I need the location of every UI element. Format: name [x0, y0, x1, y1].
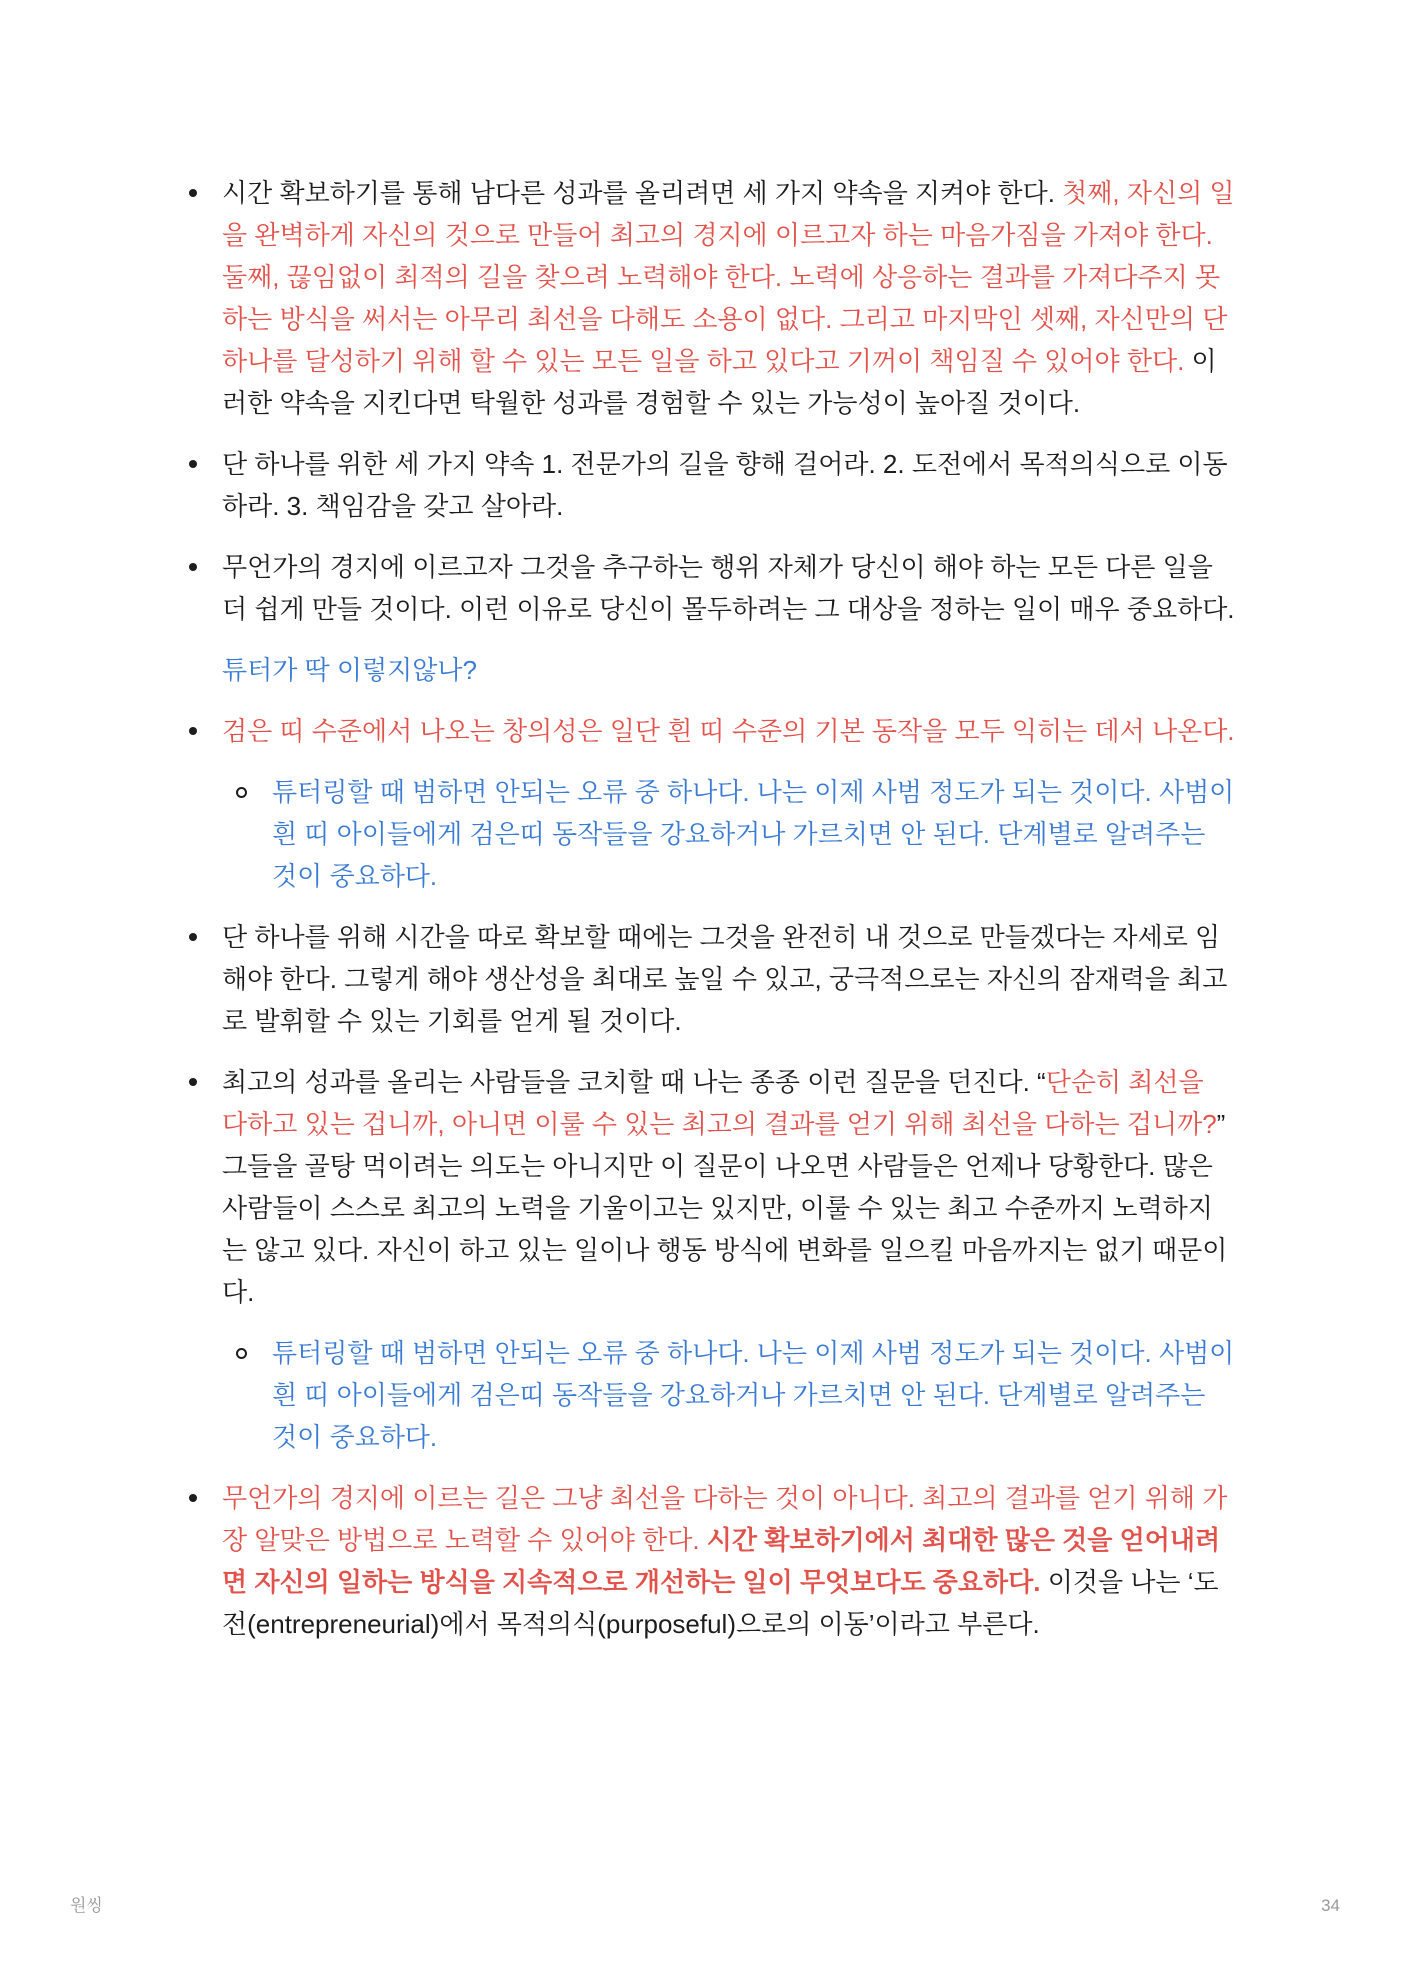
sub-bullet-tutoring-note [272, 771, 1235, 897]
highlight-red: 무언가의 경지에 이르는 길은 그냥 최선을 다하는 것이 아니다. 최고의 결과를 얻기 위해 가장 알맞은 방법으로 노력할 수 있어야 한다. [222, 1483, 1228, 1555]
note-comment [222, 649, 1235, 691]
text-segment: 단 하나를 위해 시간을 따로 확보할 때에는 그것을 완전히 내 것으로 만들겠다는 자세로 임해야 한다. 그렇게 해야 생산성을 최대로 높일 수 있고, 궁극적으로는 자신의 잠재력을 최고로 발휘할 수 있는 기회를 얻게 될 것이다. [222, 922, 1228, 1036]
text-segment: ” 그들을 골탕 먹이려는 의도는 아니지만 이 질문이 나오면 사람들은 언제나 당황한다. 많은 사람들이 스스로 최고의 노력을 기울이고는 있지만, 이룰 수 있는 최고 수준까지 노력하지는 않고 있다. 자신이 하고 있는 일이나 행동 방식에 변화를 일으킬 마음까지는 없기 때문이다. [222, 1109, 1228, 1307]
bullet-coaching-question [222, 1061, 1235, 1313]
highlight-red: 검은 띠 수준에서 나오는 창의성은 일단 흰 띠 수준의 기본 동작을 모두 익히는 데서 나온다. [222, 716, 1235, 746]
bullet-mastery [222, 546, 1235, 630]
text-segment: 무언가의 경지에 이르고자 그것을 추구하는 행위 자체가 당신이 해야 하는 모든 다른 일을 더 쉽게 만들 것이다. 이런 이유로 당신이 몰두하려는 그 대상을 정하는 일이 매우 중요하다. [222, 552, 1235, 624]
text-segment: 이것을 나는 ‘도전(entrepreneurial)에서 목적의식(purposeful)으로의 이동’이라고 부른다. [222, 1567, 1219, 1639]
note-text: 튜터가 딱 이렇지않나? [222, 655, 477, 685]
bullet-black-belt [222, 710, 1235, 752]
bullet-time-block [222, 916, 1235, 1042]
note-text: 튜터링할 때 범하면 안되는 오류 중 하나다. 나는 이제 사범 정도가 되는 것이다. 사범이 흰 띠 아이들에게 검은띠 동작들을 강요하거나 가르치면 안 된다. 단계별로 알려주는 것이 중요하다. [272, 777, 1235, 891]
bullet-three-promises [222, 172, 1235, 424]
bullet-promise-list [222, 443, 1235, 527]
note-text: 튜터링할 때 범하면 안되는 오류 중 하나다. 나는 이제 사범 정도가 되는 것이다. 사범이 흰 띠 아이들에게 검은띠 동작들을 강요하거나 가르치면 안 된다. 단계별로 알려주는 것이 중요하다. [272, 1338, 1235, 1452]
highlight-red: 단순히 최선을 다하고 있는 겁니까, 아니면 이룰 수 있는 최고의 결과를 얻기 위해 최선을 다하는 겁니까? [222, 1067, 1217, 1139]
bullet-entrepreneurial-purposeful [222, 1477, 1235, 1645]
text-segment: 시간 확보하기를 통해 남다른 성과를 올리려면 세 가지 약속을 지켜야 한다. [222, 178, 1063, 208]
footer-page-number: 34 [1321, 1896, 1340, 1915]
text-segment: 이러한 약속을 지킨다면 탁월한 성과를 경험할 수 있는 가능성이 높아질 것이다. [222, 346, 1217, 418]
text-segment: 단 하나를 위한 세 가지 약속 1. 전문가의 길을 향해 걸어라. 2. 도전에서 목적의식으로 이동하라. 3. 책임감을 갖고 살아라. [222, 449, 1228, 521]
footer-book-title: 원씽 [70, 1896, 103, 1915]
highlight-red: 첫째, 자신의 일을 완벽하게 자신의 것으로 만들어 최고의 경지에 이르고자 하는 마음가짐을 가져야 한다. 둘째, 끊임없이 최적의 길을 찾으려 노력해야 한다. 노력에 상응하는 결과를 가져다주지 못하는 방식을 써서는 아무리 최선을 다해도 소용이 없다. 그리고 마지막인 셋째, 자신만의 단 하나를 달성하기 위해 할 수 있는 모든 일을 하고 있다고 기꺼이 책임질 수 있어야 한다. [222, 178, 1235, 376]
highlight-red-bold: 시간 확보하기에서 최대한 많은 것을 얻어내려면 자신의 일하는 방식을 지속적으로 개선하는 일이 무엇보다도 중요하다. [222, 1525, 1221, 1597]
sub-bullet-tutoring-note [272, 1332, 1235, 1458]
text-segment: 최고의 성과를 올리는 사람들을 코치할 때 나는 종종 이런 질문을 던진다. “ [222, 1067, 1046, 1097]
document-body [222, 172, 1235, 1664]
